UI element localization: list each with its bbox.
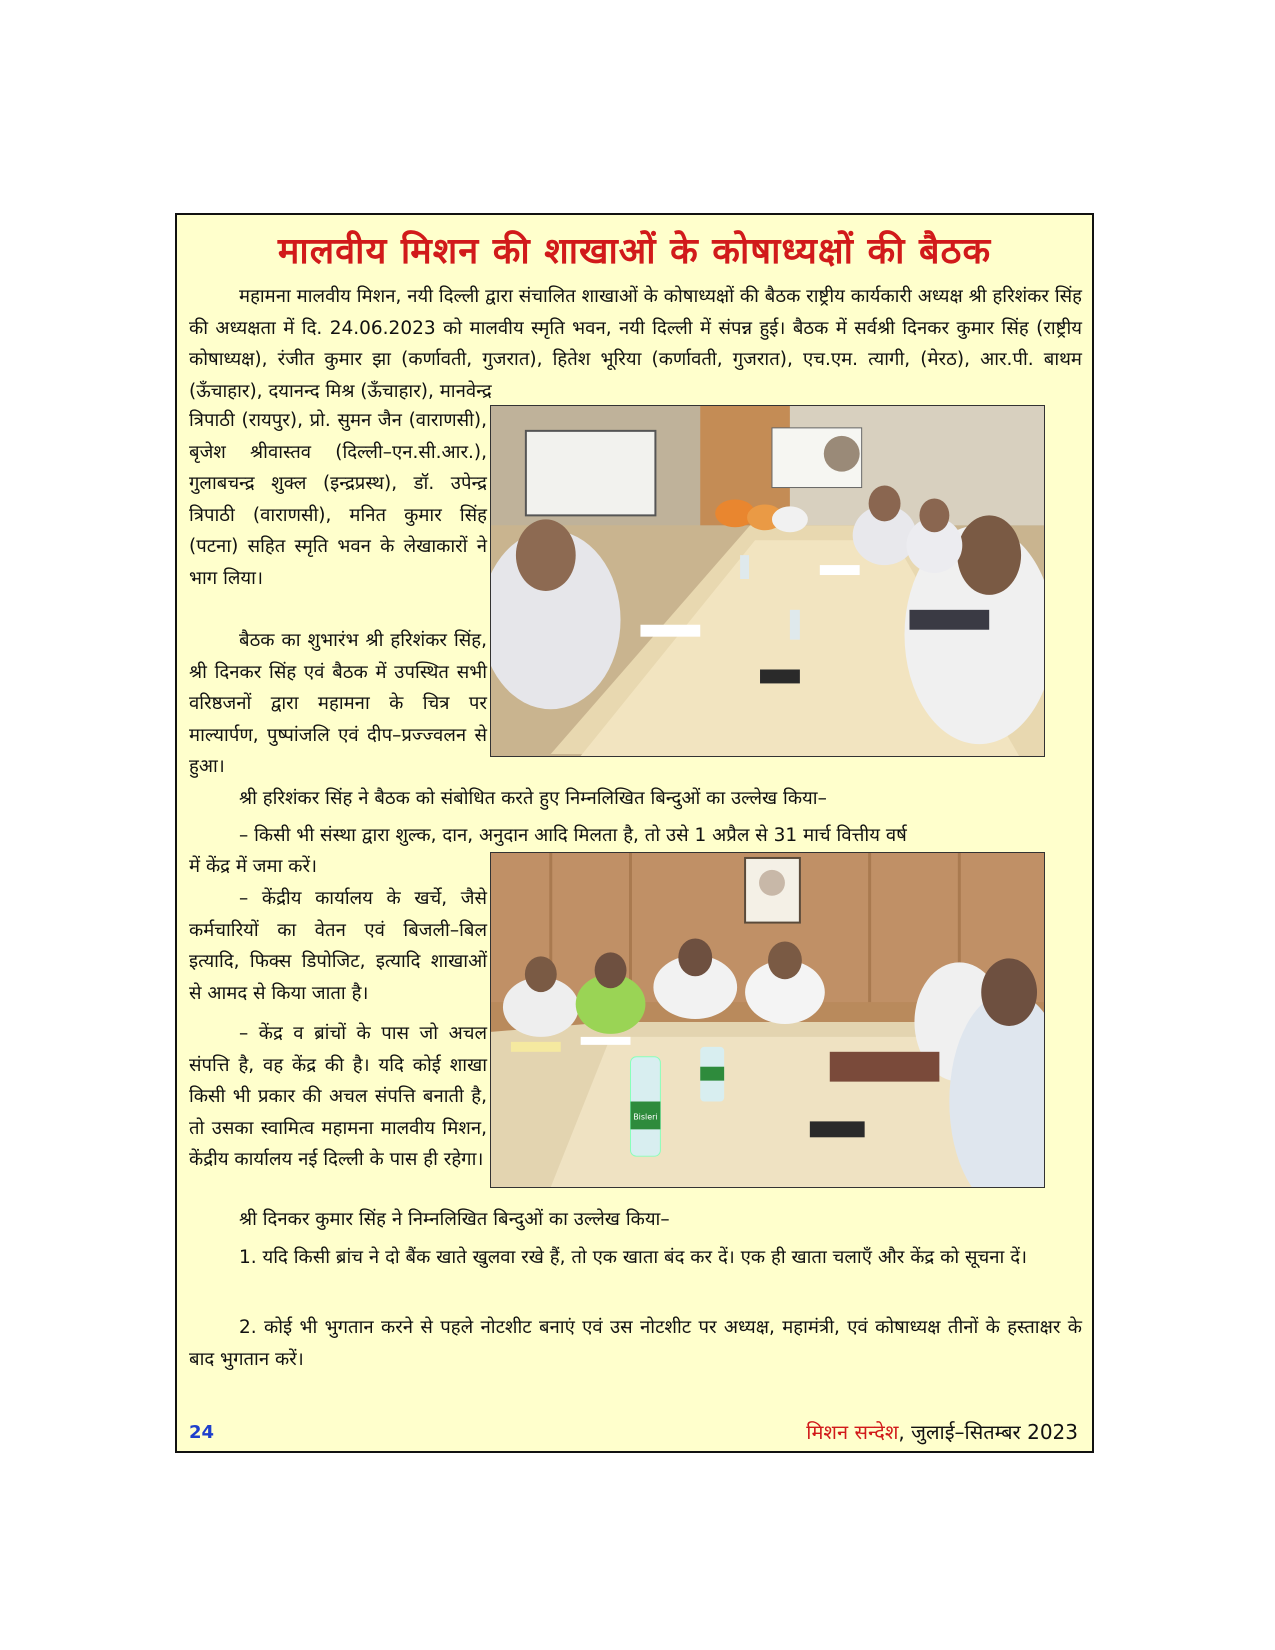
point-3: – केंद्र व ब्रांचों के पास जो अचल संपत्ति है, वह केंद्र की है। यदि कोई शाखा किसी भी प्रकार की अचल संपत्ति बनाती है, तो उसका स्वामित्व महामना मालवीय मिशन, केंद्रीय कार्यालय नई दिल्ली के पास ही रहेगा।: [189, 1023, 487, 1170]
page-number: 24: [189, 1422, 215, 1443]
article-box: [175, 213, 1094, 1453]
inauguration-paragraph: बैठक का शुभारंभ श्री हरिशंकर सिंह, श्री दिनकर सिंह एवं बैठक में उपस्थित सभी वरिष्ठजनों द्वारा महामना के चित्र पर माल्यार्पण, पुष्पांजलि एवं दीप–प्रज्ज्वलन से हुआ।: [189, 630, 487, 777]
dinkar-point-1: 1. यदि किसी ब्रांच ने दो बैंक खाते खुलवा रखे हैं, तो एक खाता बंद कर दें। एक ही खाता चलाएँ और केंद्र को सूचना दें।: [239, 1247, 1028, 1268]
meeting-photo-1: [490, 405, 1045, 757]
footer-magazine-name: मिशन सन्देश: [806, 1420, 899, 1444]
intro-continuation: त्रिपाठी (रायपुर), प्रो. सुमन जैन (वाराणसी), बृजेश श्रीवास्तव (दिल्ली–एन.सी.आर.), गुलाबचन्द्र शुक्ल (इन्द्रप्रस्थ), डॉ. उपेन्द्र त्रिपाठी (वाराणसी), मनित कुमार सिंह (पटना) सहित स्मृति भवन के लेखाकारों ने भाग लिया।: [189, 410, 487, 589]
bottle-label: Bisleri: [633, 1112, 658, 1122]
point-1: – किसी भी संस्था द्वारा शुल्क, दान, अनुदान आदि मिलता है, तो उसे 1 अप्रैल से 31 मार्च वित्तीय वर्ष: [239, 825, 907, 846]
article-title: मालवीय मिशन की शाखाओं के कोषाध्यक्षों की बैठक: [277, 231, 992, 272]
dinkar-point-2: 2. कोई भी भुगतान करने से पहले नोटशीट बनाएं एवं उस नोटशीट पर अध्यक्ष, महामंत्री, एवं कोषाध्यक्ष तीनों के हस्ताक्षर के बाद भुगतान करें।: [189, 1317, 1082, 1370]
dinkar-points-intro: श्री दिनकर कुमार सिंह ने निम्नलिखित बिन्दुओं का उल्लेख किया–: [239, 1209, 670, 1230]
point-1-rest: में केंद्र में जमा करें।: [189, 856, 318, 877]
footer-issue: [806, 1418, 1078, 1445]
intro-paragraph: महामना मालवीय मिशन, नयी दिल्ली द्वारा संचालित शाखाओं के कोषाध्यक्षों की बैठक राष्ट्रीय कार्यकारी अध्यक्ष श्री हरिशंकर सिंह की अध्यक्षता में दि. 24.06.2023 को मालवीय स्मृति भवन, नयी दिल्ली में संपन्न हुई। बैठक में सर्वश्री दिनकर कुमार सिंह (राष्ट्रीय कोषाध्यक्ष), रंजीत कुमार झा (कर्णावती, गुजरात), हितेश भूरिया (कर्णावती, गुजरात), एच.एम. त्यागी, (मेरठ), आर.पी. बाथम (ऊँचाहार), दयानन्द मिश्र (ऊँचाहार), मानवेन्द्र: [189, 286, 1082, 402]
point-2: – केंद्रीय कार्यालय के खर्चे, जैसे कर्मचारियों का वेतन एवं बिजली–बिल इत्यादि, फिक्स डिपोजिट, इत्यादि शाखाओं से आमद से किया जाता है।: [189, 888, 487, 1004]
harishankar-points-intro: श्री हरिशंकर सिंह ने बैठक को संबोधित करते हुए निम्नलिखित बिन्दुओं का उल्लेख किया–: [239, 788, 827, 809]
meeting-photo-2: [490, 852, 1045, 1188]
footer-issue-date: , जुलाई–सितम्बर 2023: [898, 1420, 1078, 1444]
